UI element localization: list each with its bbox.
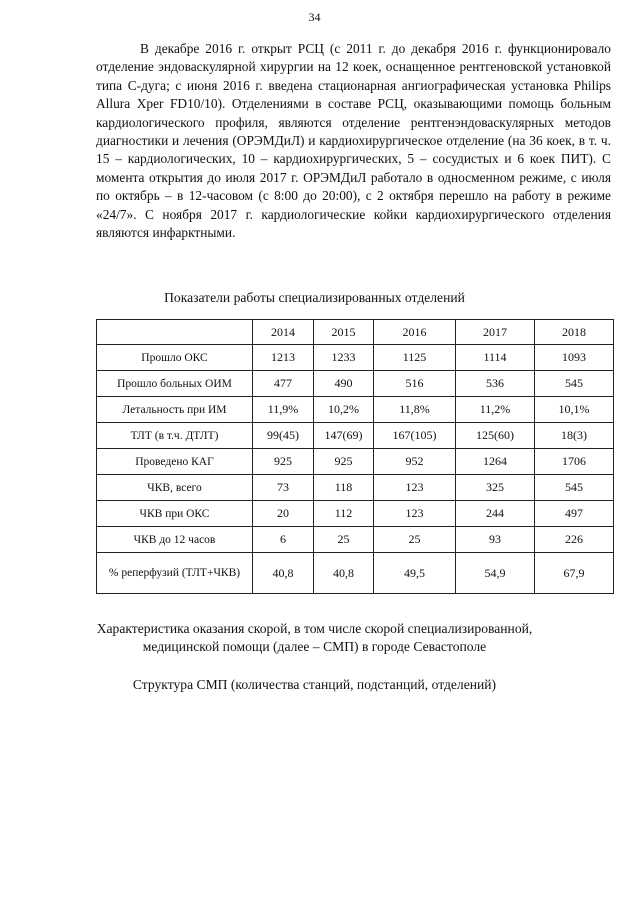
page-number: 34: [308, 10, 321, 24]
column-header: [97, 320, 253, 345]
table-cell: 6: [253, 527, 314, 553]
table-cell: 1125: [374, 345, 456, 371]
column-header-2014: 2014: [253, 320, 314, 345]
table-cell: 1213: [253, 345, 314, 371]
table-row: [97, 501, 614, 527]
column-header-2015: 2015: [314, 320, 374, 345]
table-row: [97, 397, 614, 423]
table-cell: 67,9: [535, 553, 614, 594]
row-label-cell: ЧКВ, всего: [97, 475, 253, 501]
table-row: [97, 527, 614, 553]
table-cell: 73: [253, 475, 314, 501]
table-row: [97, 345, 614, 371]
table-cell: 49,5: [374, 553, 456, 594]
table-cell: 490: [314, 371, 374, 397]
paragraph-text: В декабре 2016 г. открыт РСЦ (с 2011 г. до декабря 2016 г. функционировало отделение эндоваскулярной хирургии на 12 коек, оснащенное рентгеновской установкой типа С-дуга; с июня 2016 г. введена стационарная ангиографическая установка Philips Allura Xper FD10/10). Отделениями в составе РСЦ, оказывающими помощь больным кардиологического профиля, являются отделение рентгенэндоваскулярных методов диагностики и лечения (ОРЭМДиЛ) и кардиохирургическое отделение (на 36 коек, в т. ч. 15 – кардиологических, 10 – кардиохирургических, 5 – сосудистых и 6 коек ПИТ). С момента открытия до июля 2017 г. ОРЭМДиЛ работало в односменном режиме, с июля по октябрь – в 12-часовом (с 8:00 до 20:00), с 2 октября перешло на работу в режиме «24/7». С ноября 2017 г. кардиологические койки кардиохирургического отделения являются инфарктными.: [96, 41, 611, 241]
table-cell: 25: [314, 527, 374, 553]
table-cell: 167(105): [374, 423, 456, 449]
table-cell: 18(3): [535, 423, 614, 449]
subsection-heading: Структура СМП (количества станций, подстанций, отделений): [132, 677, 497, 692]
table-row: [97, 553, 614, 594]
table-cell: 1114: [456, 345, 535, 371]
table-cell: 10,1%: [535, 397, 614, 423]
table-header-row: [97, 320, 614, 345]
table-cell: 20: [253, 501, 314, 527]
table-cell: 536: [456, 371, 535, 397]
row-label-cell: Проведено КАГ: [97, 449, 253, 475]
table-cell: 25: [374, 527, 456, 553]
table-cell: 125(60): [456, 423, 535, 449]
table-cell: 545: [535, 371, 614, 397]
row-label-cell: Летальность при ИМ: [97, 397, 253, 423]
table-cell: 123: [374, 501, 456, 527]
table-cell: 147(69): [314, 423, 374, 449]
table-cell: 1264: [456, 449, 535, 475]
table-cell: 226: [535, 527, 614, 553]
table-cell: 93: [456, 527, 535, 553]
row-label-cell: % реперфузий (ТЛТ+ЧКВ): [97, 553, 253, 594]
table-title: Показатели работы специализированных отделений: [164, 290, 465, 305]
table-cell: 952: [374, 449, 456, 475]
table-cell: 325: [456, 475, 535, 501]
table-cell: 516: [374, 371, 456, 397]
table-cell: 497: [535, 501, 614, 527]
table-cell: 1233: [314, 345, 374, 371]
row-label-cell: ЧКВ до 12 часов: [97, 527, 253, 553]
table-cell: 99(45): [253, 423, 314, 449]
table-cell: 123: [374, 475, 456, 501]
table-row: [97, 371, 614, 397]
stats-table-container: [96, 319, 613, 594]
row-label-cell: Прошло больных ОИМ: [97, 371, 253, 397]
table-cell: 925: [253, 449, 314, 475]
row-label-cell: ЧКВ при ОКС: [97, 501, 253, 527]
table-cell: 11,8%: [374, 397, 456, 423]
table-cell: 11,2%: [456, 397, 535, 423]
table-cell: 54,9: [456, 553, 535, 594]
table-cell: 40,8: [314, 553, 374, 594]
table-cell: 40,8: [253, 553, 314, 594]
table-cell: 477: [253, 371, 314, 397]
table-cell: 1093: [535, 345, 614, 371]
table-row: [97, 475, 614, 501]
column-header-2017: 2017: [456, 320, 535, 345]
table-cell: 925: [314, 449, 374, 475]
section-heading: Характеристика оказания скорой, в том числе скорой специализированной, медицинской помощи (далее – СМП) в городе Севастополе: [96, 621, 533, 654]
table-cell: 244: [456, 501, 535, 527]
row-label-cell: ТЛТ (в т.ч. ДТЛТ): [97, 423, 253, 449]
table-row: [97, 449, 614, 475]
table-cell: 118: [314, 475, 374, 501]
table-cell: 1706: [535, 449, 614, 475]
row-label-cell: Прошло ОКС: [97, 345, 253, 371]
table-cell: 10,2%: [314, 397, 374, 423]
table-cell: 545: [535, 475, 614, 501]
column-header-2016: 2016: [374, 320, 456, 345]
body-paragraph: [96, 40, 611, 242]
table-cell: 112: [314, 501, 374, 527]
column-header-2018: 2018: [535, 320, 614, 345]
stats-table: [96, 319, 614, 594]
table-cell: 11,9%: [253, 397, 314, 423]
table-row: [97, 423, 614, 449]
table-body: [97, 345, 614, 594]
